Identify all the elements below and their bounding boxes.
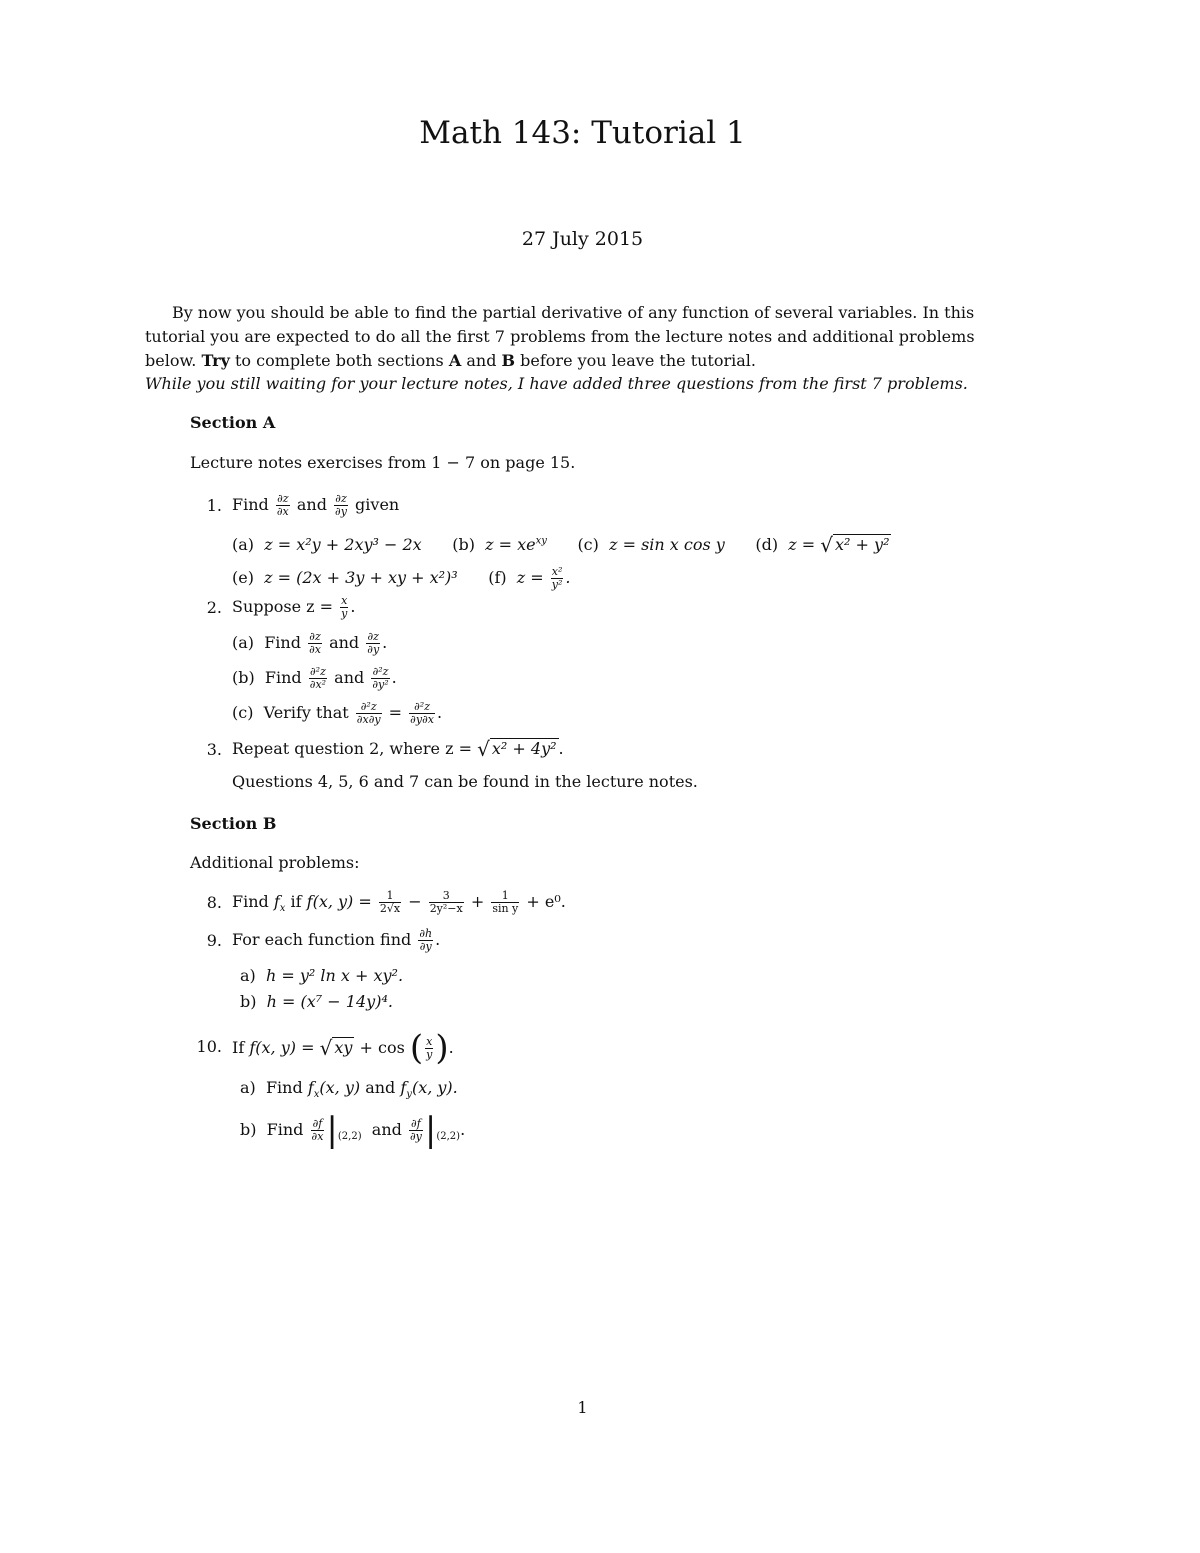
question-3-text: Repeat question 2, where z = √ x² + 4y² . [232,737,564,761]
question-1-number: 1. [206,496,222,515]
question-1-parts-row-1 [232,533,891,557]
question-10-number: 10. [196,1037,222,1056]
question-1f-expr: z = $\frac{\text{x²}}{\text{y²}}$ . [516,565,571,591]
question-1a-expr: z = x²y + 2xy³ − 2x [264,535,422,554]
question-1d-label: (d) [755,535,779,554]
section-b-lead: Additional problems: [190,853,360,872]
question-9a: a) h = y² ln x + xy². [240,966,404,985]
question-9-text: For each function find $\frac{\partial h}{\partial y}$ . [232,927,441,953]
question-1-parts-row-2 [232,566,571,591]
intro-line-3: below. Try to complete both sections A and B before you leave the tutorial. [145,351,756,370]
section-a-lead: Lecture notes exercises from 1 − 7 on page 15. [190,453,576,472]
question-1e-expr: z = (2x + 3y + xy + x²)³ [264,568,458,587]
question-9-number: 9. [206,931,222,950]
question-2-number: 2. [206,598,222,617]
page-title: Math 143: Tutorial 1 [419,115,746,151]
question-2b: (b) Find $\frac{\text{∂²z}}{\text{∂x²}}$ and $\frac{\text{∂²z}}{\text{∂y²}}$ . [232,665,397,691]
question-2a: (a) Find $\frac{\partial z}{\partial x}$ and $\frac{\partial z}{\partial y}$ . [232,630,388,656]
question-1b-label: (b) [452,535,475,554]
question-3-number: 3. [206,740,222,759]
question-8-text: Find $f_x$ if f(x, y) = $\frac{1}{2√x}$ − $\frac{3}{\text{2y²−x}}$ + $\frac{1}{\text{sin y}}$ + e⁰. [232,889,566,915]
document-date: 27 July 2015 [521,228,644,250]
question-1e-label: (e) [232,568,254,587]
question-10a: a) Find $f_x(x$, y) and $f_y(x$, y). [240,1078,458,1101]
question-2-text: Suppose z = $\frac{x}{y}$ . [232,594,356,620]
question-1c-label: (c) [577,535,599,554]
section-a-heading: Section A [190,413,276,432]
question-1a-label: (a) [232,535,255,554]
intro-line-2: tutorial you are expected to do all the first 7 problems from the lecture notes and additional problems [145,327,975,346]
question-1d-expr: z = √ x² + y² [788,533,890,557]
question-8-number: 8. [206,893,222,912]
question-9b: b) h = (x⁷ − 14y)⁴. [240,992,393,1011]
question-1c-expr: z = sin x cos y [609,535,725,554]
question-2c: (c) Verify that $\frac{\text{∂²z}}{\partial x\partial y}$ = $\frac{\text{∂²z}}{\partial y\partial x}$ . [232,700,443,726]
page-number: 1 [577,1398,588,1417]
question-3-note: Questions 4, 5, 6 and 7 can be found in the lecture notes. [232,772,698,791]
intro-line-4: While you still waiting for your lecture notes, I have added three questions from the first 7 problems. [145,374,968,393]
question-1-text: Find $\frac{\partial z}{\partial x}$ and $\frac{\partial z}{\partial y}$ given [232,492,400,518]
question-10-text: If f(x, y) = √ xy + cos ( $\frac{x}{y}$ ). [232,1028,454,1068]
question-1b-expr: $z = xe^{xy}$ [485,535,547,554]
question-1f-label: (f) [488,568,507,587]
section-b-heading: Section B [190,814,277,833]
question-10b: b) Find $\frac{\partial f}{\partial x}$ $|_{(2,2)}$ and $\frac{\partial f}{\partial y}$ $|_{(2,2)}$. [240,1110,466,1150]
intro-line-1: By now you should be able to find the partial derivative of any function of several variables. In this [172,303,975,322]
